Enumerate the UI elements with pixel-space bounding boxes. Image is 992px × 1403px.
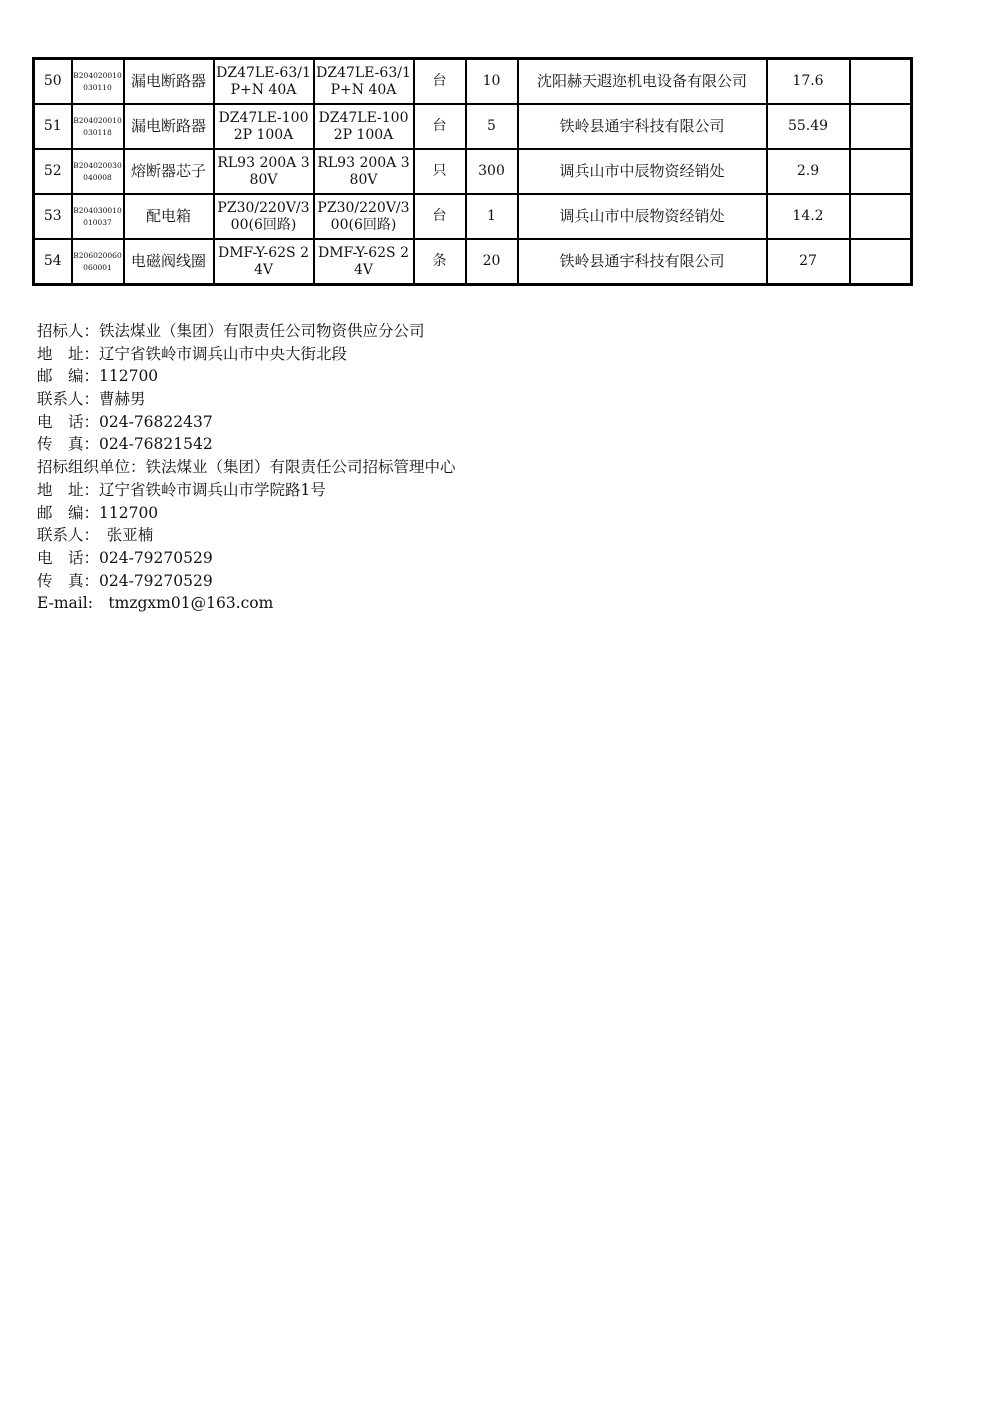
tenderer-postcode: 邮 编：112700 [37, 367, 159, 386]
quantity: 20 [466, 239, 518, 285]
tenderer-contact-person: 联系人：曹赫男 [37, 390, 146, 409]
bid-specification: DZ47LE-100 2P 100A [314, 104, 414, 149]
remark [850, 59, 912, 105]
material-code: B204020010030110 [72, 59, 124, 105]
unit: 条 [414, 239, 466, 285]
material-code: B206020060060001 [72, 239, 124, 285]
tenderer-fax: 传 真：024-76821542 [37, 435, 213, 454]
row-number: 52 [34, 149, 72, 194]
agency-phone: 电 话：024-79270529 [37, 548, 213, 567]
table-row [34, 59, 912, 105]
table-row [34, 149, 912, 194]
unit-price: 2.9 [767, 149, 850, 194]
bid-specification: PZ30/220V/300(6回路) [314, 194, 414, 239]
row-number: 54 [34, 239, 72, 285]
bid-specification: RL93 200A 380V [314, 149, 414, 194]
quantity: 1 [466, 194, 518, 239]
table-row [34, 239, 912, 285]
specification: DZ47LE-63/1P+N 40A [214, 59, 314, 105]
tenderer-name: 招标人：铁法煤业（集团）有限责任公司物资供应分公司 [37, 322, 425, 340]
unit: 台 [414, 194, 466, 239]
specification: PZ30/220V/300(6回路) [214, 194, 314, 239]
unit: 台 [414, 59, 466, 105]
contact-information [37, 320, 456, 615]
supplier: 调兵山市中辰物资经销处 [518, 149, 767, 194]
specification: DMF-Y-62S 24V [214, 239, 314, 285]
specification: DZ47LE-100 2P 100A [214, 104, 314, 149]
quantity: 300 [466, 149, 518, 194]
remark [850, 104, 912, 149]
row-number: 50 [34, 59, 72, 105]
unit-price: 17.6 [767, 59, 850, 105]
bid-specification: DMF-Y-62S 24V [314, 239, 414, 285]
row-number: 53 [34, 194, 72, 239]
supplier: 铁岭县通宇科技有限公司 [518, 239, 767, 285]
table-row [34, 194, 912, 239]
bid-result-table [32, 57, 913, 286]
material-code: B204020030040008 [72, 149, 124, 194]
material-name: 漏电断路器 [124, 104, 214, 149]
agency-fax: 传 真：024-79270529 [37, 571, 213, 590]
material-code: B204020010030118 [72, 104, 124, 149]
table-row [34, 104, 912, 149]
tenderer-phone: 电 话：024-76822437 [37, 412, 213, 431]
agency-name: 招标组织单位：铁法煤业（集团）有限责任公司招标管理中心 [37, 458, 456, 477]
supplier: 铁岭县通宇科技有限公司 [518, 104, 767, 149]
material-name: 配电箱 [124, 194, 214, 239]
bid-specification: DZ47LE-63/1P+N 40A [314, 59, 414, 105]
tenderer-address: 地 址：辽宁省铁岭市调兵山市中央大街北段 [37, 344, 348, 363]
agency-contact-person: 联系人： 张亚楠 [37, 526, 154, 545]
specification: RL93 200A 380V [214, 149, 314, 194]
remark [850, 194, 912, 239]
supplier: 调兵山市中辰物资经销处 [518, 194, 767, 239]
material-name: 电磁阀线圈 [124, 239, 214, 285]
supplier: 沈阳赫天遐迩机电设备有限公司 [518, 59, 767, 105]
unit-price: 14.2 [767, 194, 850, 239]
quantity: 5 [466, 104, 518, 149]
unit-price: 27 [767, 239, 850, 285]
agency-postcode: 邮 编：112700 [37, 503, 159, 522]
unit: 台 [414, 104, 466, 149]
unit: 只 [414, 149, 466, 194]
quantity: 10 [466, 59, 518, 105]
agency-address: 地 址：辽宁省铁岭市调兵山市学院路1号 [37, 480, 326, 499]
row-number: 51 [34, 104, 72, 149]
remark [850, 149, 912, 194]
material-name: 熔断器芯子 [124, 149, 214, 194]
material-name: 漏电断路器 [124, 59, 214, 105]
material-code: B204030010010037 [72, 194, 124, 239]
unit-price: 55.49 [767, 104, 850, 149]
email-address[interactable]: E-mail: tmzgxm01@163.com [37, 594, 274, 613]
remark [850, 239, 912, 285]
